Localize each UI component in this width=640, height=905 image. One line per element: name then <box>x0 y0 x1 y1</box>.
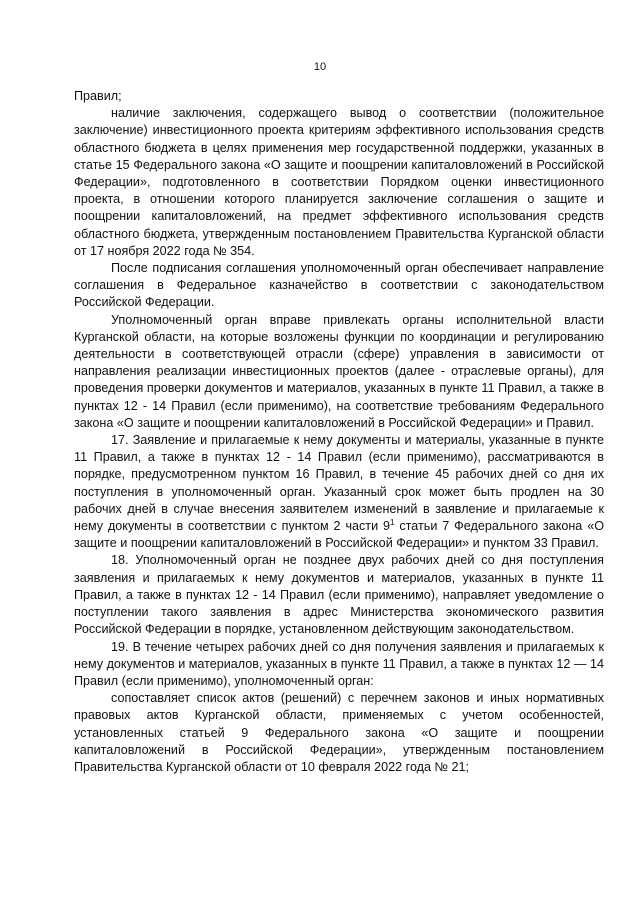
paragraph-continuation: Правил; <box>74 89 122 103</box>
document-body <box>74 88 604 776</box>
superscript-one: 1 <box>390 518 395 528</box>
scan-mark: . <box>92 879 94 886</box>
paragraph-after-signing: После подписания соглашения уполномоченный орган обеспечивает направление соглашения в Федеральное казначейство в соответствии с законодательством Российской Федерации. <box>74 261 604 310</box>
paragraph-item-17 <box>74 432 604 552</box>
paragraph-authorized-body: Уполномоченный орган вправе привлекать органы исполнительной власти Курганской области, на которые возложены функции по координации и регулированию деятельности в соответствующей отрасли (сфере) управления в зависимости от направления реализации инвестиционных проектов (далее - отраслевые органы), для проведения проверки документов и материалов, указанных в пункте 11 Правил, а также в пунктах 12 - 14 Правил (если применимо), на соответствие требованиям Федерального закона «О защите и поощрении капиталовложений в Российской Федерации» и Правил. <box>74 312 604 430</box>
item-17-text: 17. Заявление и прилагаемые к нему документы и материалы, указанные в пункте 11 Правил, а также в пунктах 12 - 14 Правил (если применимо), рассматриваются в порядке, предусмотренном пунктом 16 Правил, в течение 45 рабочих дней со дня их поступления в уполномоченный орган. Указанный срок может быть продлен на 30 рабочих дней в случае внесения заявителем изменений в заявление и прилагаемые к нему документы в соответствии с пунктом 2 части 9 <box>74 433 604 534</box>
paragraph-compares-list: сопоставляет список актов (решений) с перечнем законов и иных нормативных правовых актов Курганской области, применяемых с учетом особенностей, установленных статьей 9 Федерального закона «О защите и поощрении капиталовложений в Российской Федерации», утвержденным постановлением Правительства Курганской области от 10 февраля 2022 года № 21; <box>74 691 604 774</box>
item-17-text-end: статьи 7 Федерального закона «О защите и поощрении капиталовложений в Российской Федерации» и пунктом 33 Правил. <box>74 519 605 551</box>
page-number: 10 <box>313 61 327 73</box>
paragraph-conclusion-requirement: наличие заключения, содержащего вывод о соответствии (положительное заключение) инвестиционного проекта критериям эффективного использования средств областного бюджета в целях применения мер государственной поддержки, указанных в статье 15 Федерального закона «О защите и поощрении капиталовложений в Российской Федерации», подготовленного в соответствии Порядком оценки инвестиционного проекта, в отношении которого планируется заключение соглашения о защите и поощрении капиталовложений, на предмет эффективного использования средств областного бюджета, утвержденным постановлением Правительства Курганской области от 17 ноября 2022 года № 354. <box>74 106 604 258</box>
paragraph-item-18: 18. Уполномоченный орган не позднее двух рабочих дней со дня поступления заявления и прилагаемых к нему документов и материалов, указанных в пункте 11 Правил, а также в пунктах 12 - 14 Правил (если применимо), направляет уведомление о поступлении такого заявления в адрес Министерства экономического развития Российской Федерации в порядке, установленном действующим законодательством. <box>74 553 604 637</box>
paragraph-item-19: 19. В течение четырех рабочих дней со дня получения заявления и прилагаемых к нему документов и материалов, указанных в пункте 11 Правил, а также в пунктах 12 — 14 Правил (если применимо), уполномоченный орган: <box>74 639 604 688</box>
